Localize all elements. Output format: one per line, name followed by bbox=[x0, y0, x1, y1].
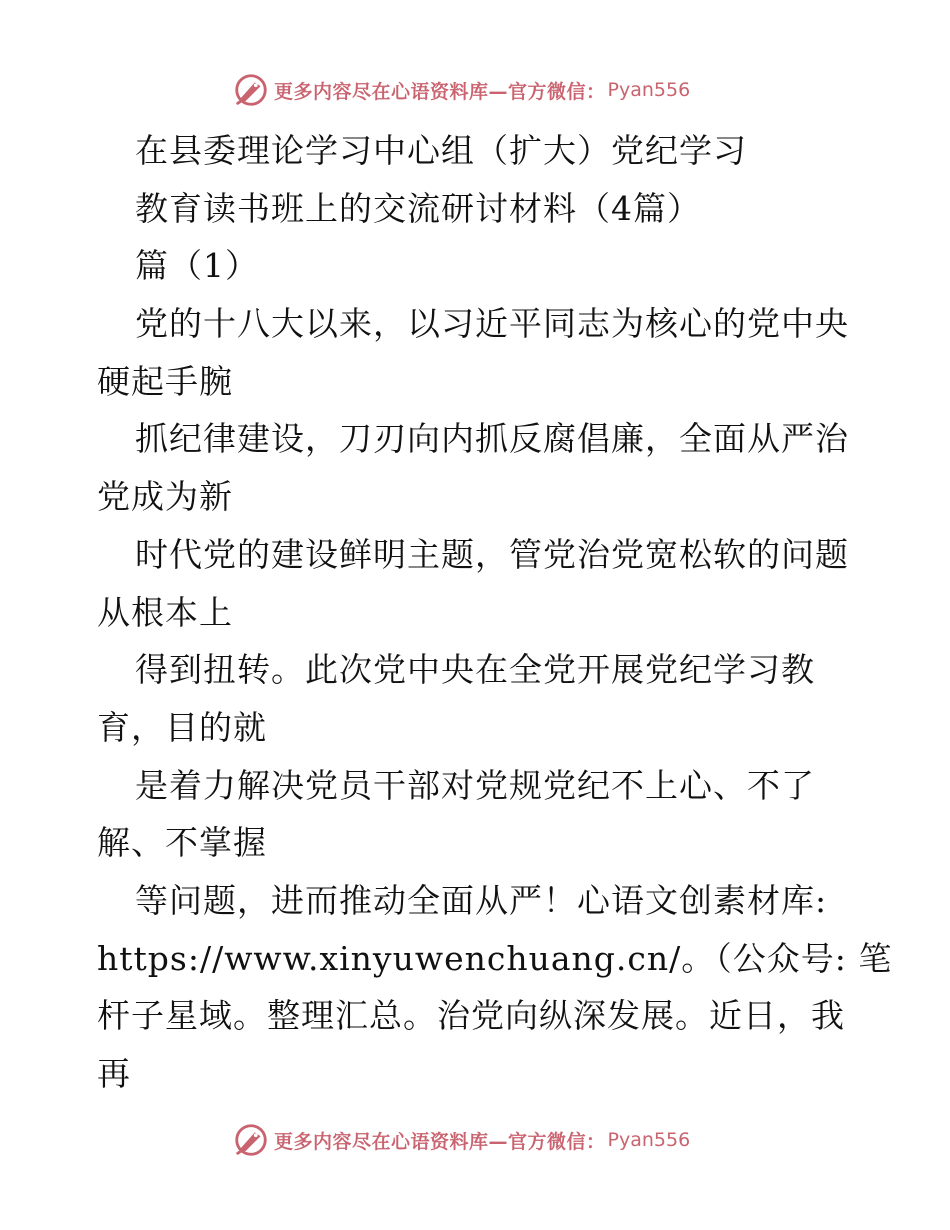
paragraph-line: 硬起手腕 bbox=[97, 361, 233, 401]
paragraph-line: 从根本上 bbox=[97, 592, 233, 632]
document-body bbox=[97, 122, 893, 1103]
paragraph-line: 党的十八大以来，以习近平同志为核心的党中央 bbox=[135, 304, 849, 344]
paragraph-line: 时代党的建设鲜明主题，管党治党宽松软的问题 bbox=[135, 534, 849, 574]
paragraph-line-url: https://www.xinyuwenchuang.cn/。（公众号: 笔 bbox=[97, 938, 893, 978]
pen-nib-logo-icon bbox=[232, 71, 270, 109]
paragraph-line: 党成为新 bbox=[97, 477, 233, 517]
doc-title-line-1: 在县委理论学习中心组（扩大）党纪学习 bbox=[135, 131, 747, 170]
doc-title-line-2: 教育读书班上的交流研讨材料（4篇） bbox=[135, 188, 701, 228]
banner-text: 更多内容尽在心语资料库—官方微信： bbox=[274, 80, 606, 103]
pen-nib-logo-icon bbox=[232, 1121, 270, 1159]
paragraph-line: 等问题，进而推动全面从严！心语文创素材库: bbox=[135, 880, 828, 920]
paragraph-line: 解、不掌握 bbox=[97, 823, 267, 863]
paragraph-line: 杆子星域。整理汇总。治党向纵深发展。近日，我 bbox=[97, 996, 845, 1036]
paragraph-line: 得到扭转。此次党中央在全党开展党纪学习教 bbox=[135, 650, 815, 690]
paragraph-line: 育，目的就 bbox=[97, 707, 267, 747]
banner-wechat-handle: Pyan556 bbox=[607, 79, 691, 101]
footer-watermark-banner bbox=[232, 1120, 752, 1160]
paragraph-line: 是着力解决党员干部对党规党纪不上心、不了 bbox=[135, 765, 815, 805]
header-watermark-banner bbox=[232, 70, 752, 110]
banner-text: 更多内容尽在心语资料库—官方微信： bbox=[274, 1130, 606, 1153]
paragraph-line: 再 bbox=[97, 1054, 131, 1093]
banner-wechat-handle: Pyan556 bbox=[607, 1129, 691, 1151]
section-heading: 篇（1） bbox=[135, 246, 259, 286]
paragraph-line: 抓纪律建设，刀刃向内抓反腐倡廉，全面从严治 bbox=[135, 419, 849, 459]
